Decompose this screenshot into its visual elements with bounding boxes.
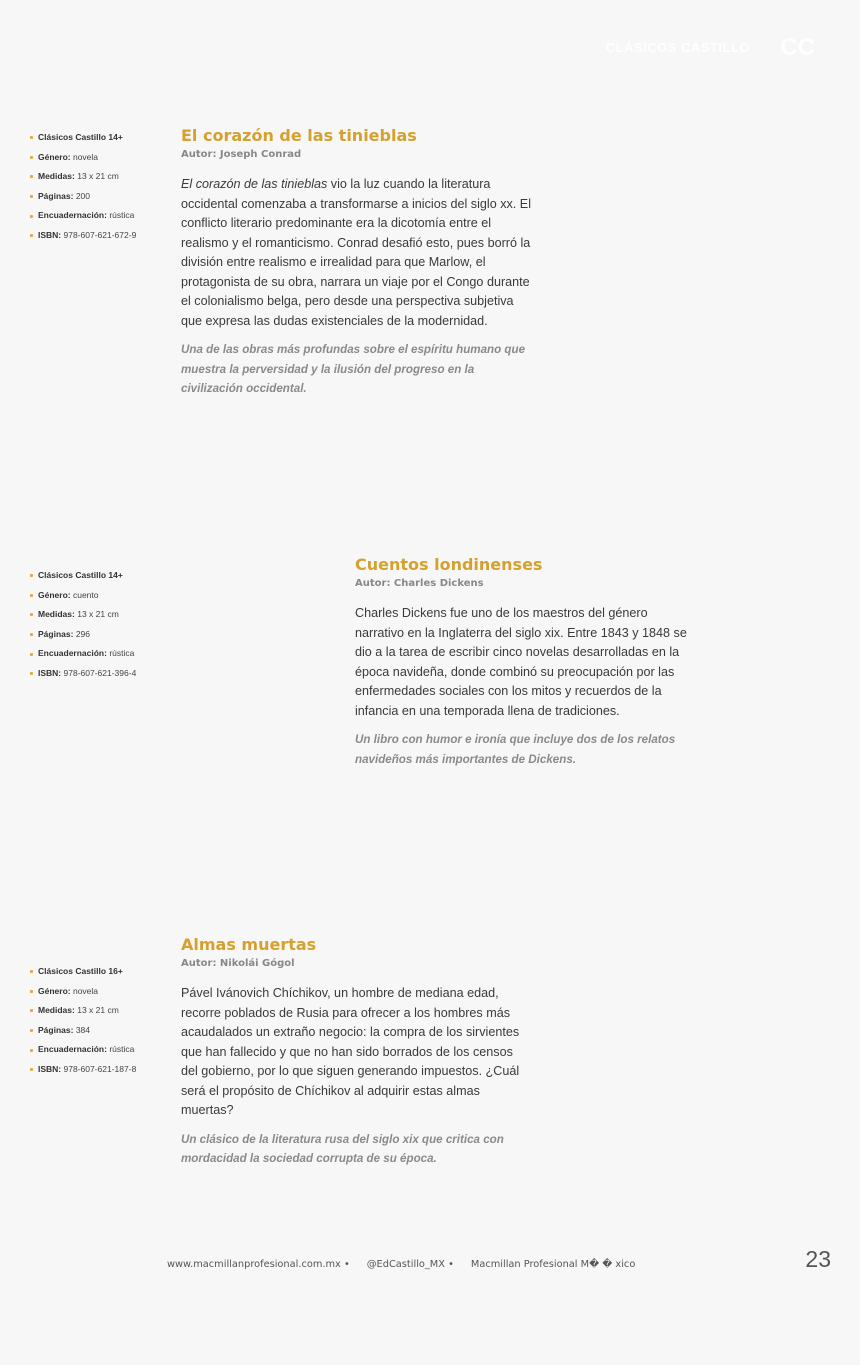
- book-description: El corazón de las tinieblas vio la luz cuando la literatura occidental comenzaba a transformarse a inicios del siglo xx. El conflicto literario predominante era la dicotomía entre el realismo y el romanticismo. Conrad desafió esto, pues borró la división entre realismo e irrealidad para que Marlow, el protagonista de su obra, narrara un viaje por el Congo durante el colonialismo belga, pero desde una perspectiva subjetiva que expresa las dudas existenciales de la modernidad.: [181, 177, 531, 328]
- book-title: Almas muertas: [181, 935, 317, 954]
- spec-isbn: ISBN: 978-607-621-396-4: [30, 667, 136, 687]
- spec-genre: Género: novela: [30, 151, 136, 171]
- spec-collection: Clásicos Castillo 14+: [30, 569, 136, 589]
- spec-size: Medidas: 13 x 21 cm: [30, 1004, 136, 1024]
- spec-size: Medidas: 13 x 21 cm: [30, 170, 136, 190]
- book-description: Pável Ivánovich Chíchikov, un hombre de mediana edad, recorre poblados de Rusia para ofrecer a los hombres más acaudalados un extraño negocio: la compra de los sirvientes que han fallecido y que no han sido borrados de los censos del gobierno, por lo que siguen generando impuestos. ¿Cuál será el propósito de Chíchikov al adquirir estas almas muertas?: [181, 986, 520, 1117]
- spec-size: Medidas: 13 x 21 cm: [30, 608, 136, 628]
- book-author: Autor: Joseph Conrad: [181, 149, 302, 160]
- page-number: 23: [805, 1246, 831, 1272]
- spec-binding: Encuadernación: rústica: [30, 647, 136, 667]
- book-author: Autor: Nikolái Gógol: [181, 958, 295, 969]
- spec-genre: Género: cuento: [30, 589, 136, 609]
- footer-company: Macmillan Profesional M� � xico: [470, 1259, 636, 1270]
- book-quote: Un libro con humor e ironía que incluye dos de los relatos navideños más importantes de Dickens.: [355, 733, 676, 766]
- spec-genre: Género: novela: [30, 985, 136, 1005]
- book-specs-list: [30, 569, 136, 687]
- footer: [167, 1259, 635, 1270]
- spec-collection: Clásicos Castillo 16+: [30, 965, 136, 985]
- book-entry: [181, 126, 536, 399]
- book-quote: Una de las obras más profundas sobre el espíritu humano que muestra la perversidad y la ilusión del progreso en la civilización occidental.: [181, 343, 526, 395]
- spec-pages: Páginas: 200: [30, 190, 136, 210]
- header-brand: CLÁSICOS CASTILLO: [605, 40, 750, 55]
- book-quote: Un clásico de la literatura rusa del siglo xix que critica con mordacidad la sociedad corrupta de su época.: [181, 1132, 504, 1165]
- spec-pages: Páginas: 296: [30, 628, 136, 648]
- spec-isbn: ISBN: 978-607-621-672-9: [30, 229, 136, 249]
- brand-logo: CC: [780, 34, 815, 61]
- book-specs-list: [30, 131, 136, 249]
- book-entry: [181, 935, 531, 1169]
- book-description: Charles Dickens fue uno de los maestros del género narrativo en la Inglaterra del siglo xix. Entre 1843 y 1848 se dio a la tarea de escribir cinco novelas desarrolladas en la época navideña, donde combinó su preocupación por las enfermedades sociales con los mitos y recuerdos de la infancia en una temporada llena de tradiciones.: [355, 606, 687, 718]
- footer-website-link[interactable]: www.macmillanprofesional.com.mx •: [167, 1259, 350, 1270]
- spec-isbn: ISBN: 978-607-621-187-8: [30, 1063, 136, 1083]
- book-entry: [355, 555, 700, 769]
- spec-binding: Encuadernación: rústica: [30, 209, 136, 229]
- book-author: Autor: Charles Dickens: [355, 578, 484, 589]
- book-title: El corazón de las tinieblas: [181, 126, 417, 145]
- book-specs-list: [30, 965, 136, 1083]
- footer-twitter-link[interactable]: @EdCastillo_MX •: [366, 1259, 454, 1270]
- book-title: Cuentos londinenses: [355, 555, 543, 574]
- spec-binding: Encuadernación: rústica: [30, 1043, 136, 1063]
- spec-collection: Clásicos Castillo 14+: [30, 131, 136, 151]
- spec-pages: Páginas: 384: [30, 1024, 136, 1044]
